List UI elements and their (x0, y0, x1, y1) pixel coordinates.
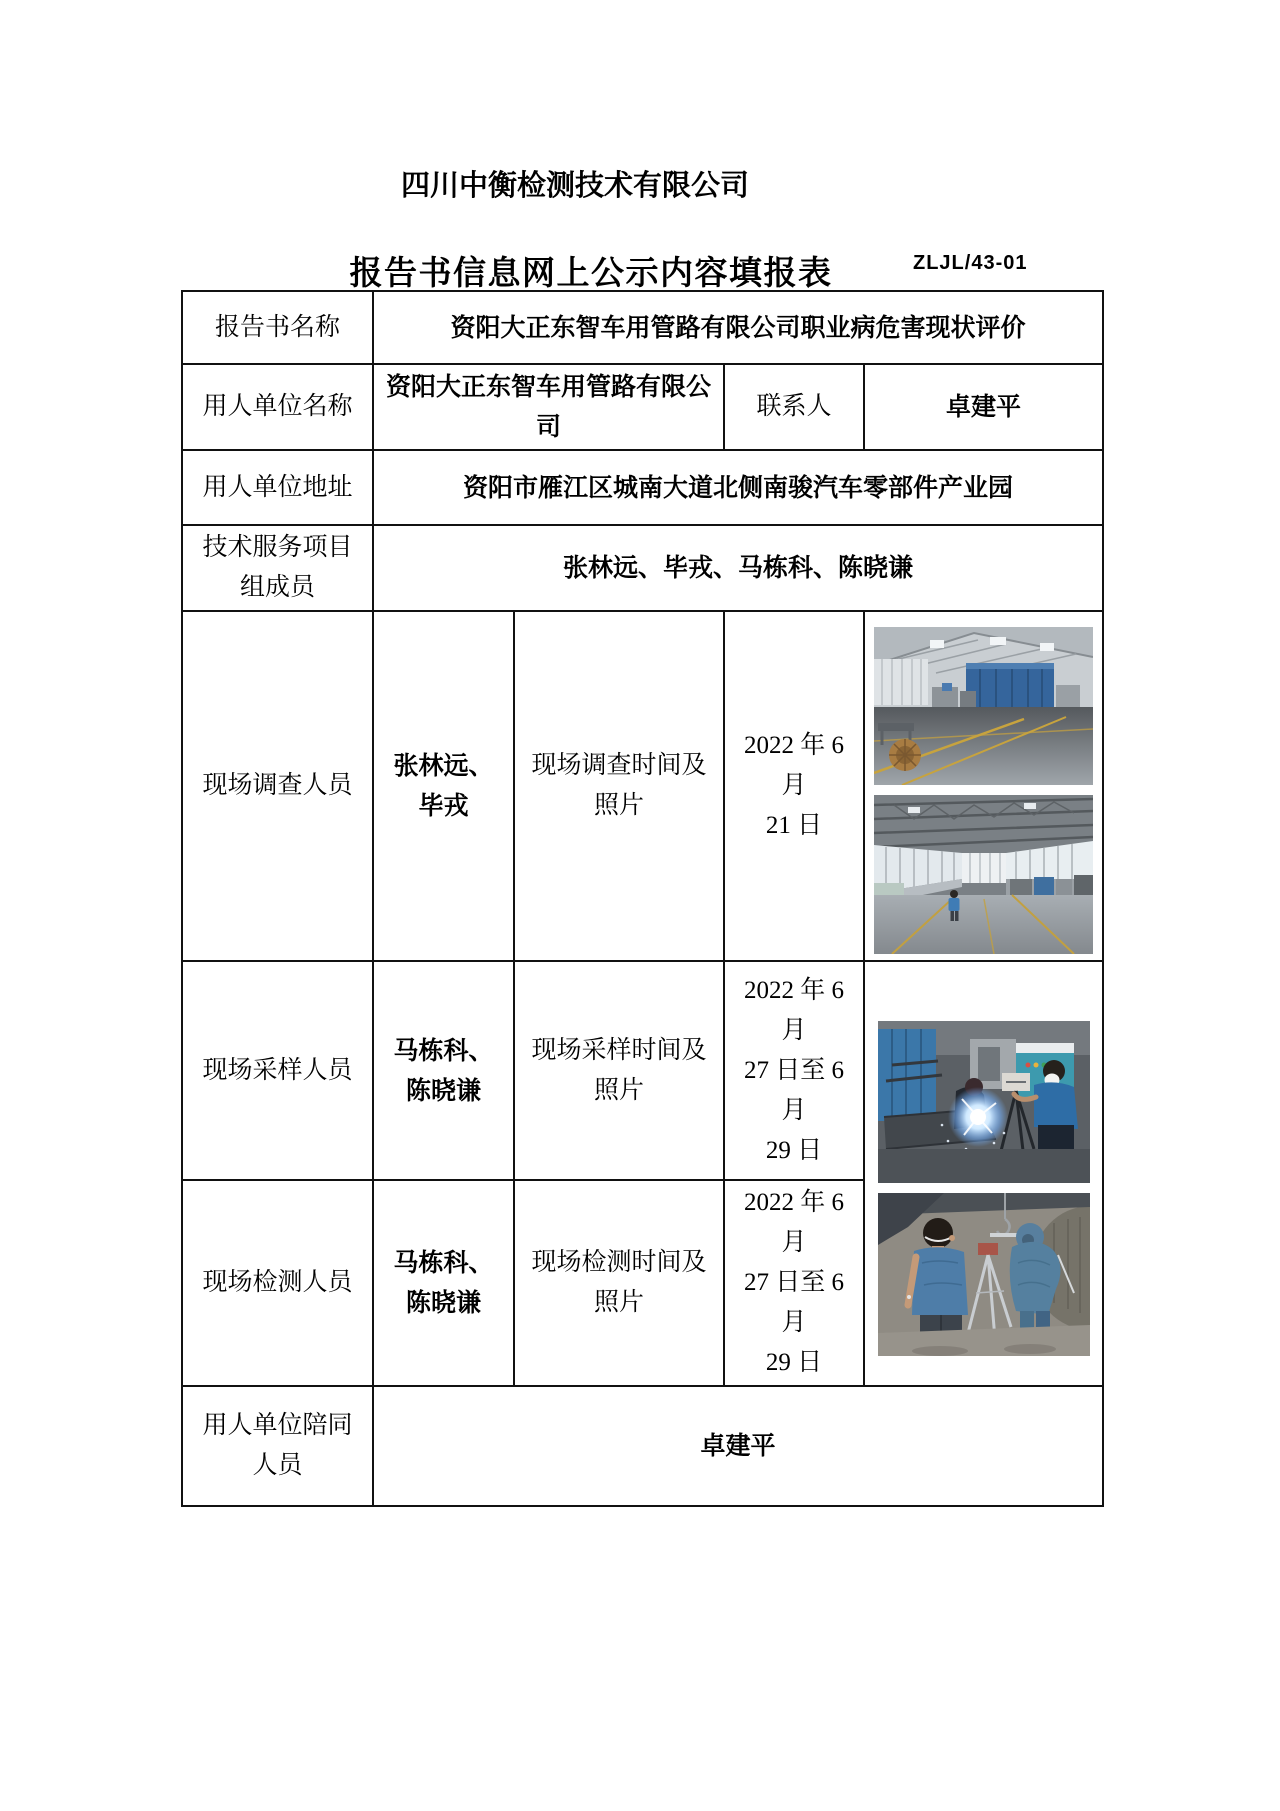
row-employer-name (182, 364, 1103, 450)
testing-time-label: 现场检测时间及 照片 (514, 1180, 724, 1386)
sampling-date: 2022 年 6 月 27 日至 6 月 29 日 (724, 961, 864, 1180)
form-code: ZLJL/43-01 (913, 252, 1028, 274)
team-label: 技术服务项目 组成员 (182, 525, 373, 611)
employer-address-value: 资阳市雁江区城南大道北侧南骏汽车零部件产业园 (373, 450, 1103, 525)
sampling-photo (878, 1021, 1090, 1183)
sampling-testing-photos-cell (864, 961, 1103, 1386)
testing-date: 2022 年 6 月 27 日至 6 月 29 日 (724, 1180, 864, 1386)
employer-address-label: 用人单位地址 (182, 450, 373, 525)
row-employer-address (182, 450, 1103, 525)
testing-label: 现场检测人员 (182, 1180, 373, 1386)
row-sampling (182, 961, 1103, 1180)
employer-name-label: 用人单位名称 (182, 364, 373, 450)
row-report-name (182, 291, 1103, 364)
sampling-label: 现场采样人员 (182, 961, 373, 1180)
survey-personnel: 张林远、 毕戎 (373, 611, 514, 961)
contact-label: 联系人 (724, 364, 864, 450)
survey-label: 现场调查人员 (182, 611, 373, 961)
employer-name-value: 资阳大正东智车用管路有限公 司 (373, 364, 724, 450)
testing-personnel: 马栋科、 陈晓谦 (373, 1180, 514, 1386)
escort-label: 用人单位陪同 人员 (182, 1386, 373, 1506)
team-members: 张林远、毕戎、马栋科、陈晓谦 (373, 525, 1103, 611)
escort-value: 卓建平 (373, 1386, 1103, 1506)
report-info-table (181, 290, 1104, 1507)
row-survey (182, 611, 1103, 961)
survey-photo-2 (874, 795, 1093, 954)
contact-value: 卓建平 (864, 364, 1103, 450)
company-title: 四川中衡检测技术有限公司 (400, 170, 750, 202)
row-team (182, 525, 1103, 611)
survey-date: 2022 年 6 月 21 日 (724, 611, 864, 961)
report-name-value: 资阳大正东智车用管路有限公司职业病危害现状评价 (373, 291, 1103, 364)
survey-photo-1 (874, 627, 1093, 785)
sampling-time-label: 现场采样时间及 照片 (514, 961, 724, 1180)
form-title: 报告书信息网上公示内容填报表 (349, 254, 833, 291)
testing-photo (878, 1193, 1090, 1356)
report-name-label: 报告书名称 (182, 291, 373, 364)
row-escort (182, 1386, 1103, 1506)
sampling-personnel: 马栋科、 陈晓谦 (373, 961, 514, 1180)
survey-photos-cell (864, 611, 1103, 961)
survey-time-label: 现场调查时间及 照片 (514, 611, 724, 961)
